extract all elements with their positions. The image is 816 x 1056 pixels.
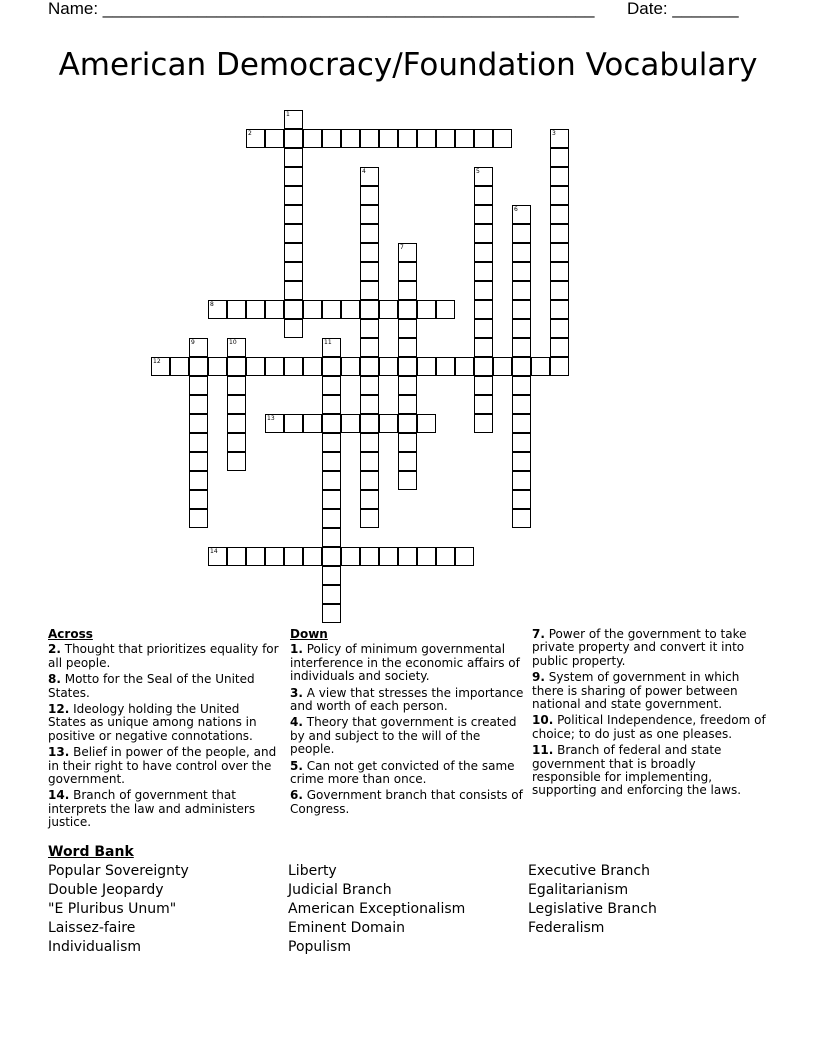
clue-item [532, 714, 766, 741]
crossword-cell[interactable] [512, 471, 531, 490]
word-bank-item: Populism [288, 939, 351, 955]
clue-item [290, 789, 524, 816]
crossword-cell[interactable] [322, 509, 341, 528]
crossword-cell[interactable] [398, 300, 417, 319]
crossword-cell[interactable] [284, 262, 303, 281]
clue-number: 1. [290, 642, 303, 657]
crossword-cell[interactable] [208, 357, 227, 376]
clue-text: Power of the government to take private property and convert it into public property. [532, 627, 747, 668]
crossword-cell[interactable] [493, 357, 512, 376]
word-bank-item: Legislative Branch [528, 901, 657, 917]
crossword-cell[interactable] [398, 547, 417, 566]
crossword-cell[interactable] [265, 414, 284, 433]
crossword-cell[interactable] [550, 338, 569, 357]
crossword-cell[interactable] [379, 300, 398, 319]
crossword-cell[interactable] [360, 319, 379, 338]
crossword-cell[interactable] [341, 300, 360, 319]
crossword-cell[interactable] [398, 281, 417, 300]
crossword-cell[interactable] [208, 300, 227, 319]
crossword-cell[interactable] [360, 452, 379, 471]
crossword-cell[interactable] [360, 262, 379, 281]
crossword-cell[interactable] [550, 205, 569, 224]
clue-text: System of government in which there is sharing of power between national and state government. [532, 670, 740, 712]
word-bank-item: Liberty [288, 863, 337, 879]
clue-text: Theory that government is created by and subject to the will of the people. [290, 715, 517, 757]
clue-number: 13. [48, 745, 70, 760]
crossword-cell[interactable] [550, 243, 569, 262]
crossword-cell[interactable] [550, 300, 569, 319]
crossword-cell[interactable] [360, 547, 379, 566]
crossword-cell[interactable] [474, 338, 493, 357]
crossword-cell[interactable] [512, 376, 531, 395]
crossword-cell[interactable] [398, 452, 417, 471]
crossword-cell[interactable] [398, 338, 417, 357]
page-title: American Democracy/Foundation Vocabulary [58, 47, 758, 83]
word-bank-column-3 [528, 862, 657, 938]
crossword-cell[interactable] [436, 300, 455, 319]
crossword-cell[interactable] [474, 357, 493, 376]
crossword-cell[interactable] [322, 357, 341, 376]
crossword-cell[interactable] [303, 547, 322, 566]
crossword-cell[interactable] [227, 547, 246, 566]
crossword-cell[interactable] [246, 300, 265, 319]
crossword-cell[interactable] [189, 338, 208, 357]
crossword-cell[interactable] [322, 338, 341, 357]
clue-number: 11. [532, 743, 554, 758]
crossword-cell[interactable] [550, 224, 569, 243]
clue-number-label: 9 [191, 339, 195, 346]
crossword-cell[interactable] [379, 414, 398, 433]
word-bank-item: "E Pluribus Unum" [48, 901, 177, 917]
crossword-cell[interactable] [208, 547, 227, 566]
crossword-cell[interactable] [189, 357, 208, 376]
clue-text: A view that stresses the importance and worth of each person. [290, 685, 524, 714]
word-bank-item: Popular Sovereignty [48, 863, 189, 879]
crossword-cell[interactable] [474, 224, 493, 243]
crossword-cell[interactable] [550, 167, 569, 186]
crossword-cell[interactable] [474, 281, 493, 300]
crossword-cell[interactable] [265, 547, 284, 566]
crossword-cell[interactable] [512, 319, 531, 338]
clue-number: 9. [532, 670, 545, 685]
crossword-cell[interactable] [284, 224, 303, 243]
crossword-cell[interactable] [322, 395, 341, 414]
crossword-cell[interactable] [246, 129, 265, 148]
crossword-cell[interactable] [284, 129, 303, 148]
word-bank-item: Judicial Branch [288, 882, 392, 898]
crossword-cell[interactable] [227, 300, 246, 319]
crossword-cell[interactable] [417, 300, 436, 319]
crossword-cell[interactable] [170, 357, 189, 376]
word-bank-item: Executive Branch [528, 863, 650, 879]
crossword-cell[interactable] [512, 205, 531, 224]
crossword-cell[interactable] [474, 205, 493, 224]
clue-item [532, 744, 766, 798]
crossword-cell[interactable] [360, 433, 379, 452]
crossword-cell[interactable] [322, 129, 341, 148]
crossword-cell[interactable] [341, 357, 360, 376]
crossword-cell[interactable] [322, 452, 341, 471]
word-bank-item: Egalitarianism [528, 882, 629, 898]
word-bank-item: American Exceptionalism [288, 901, 466, 917]
word-bank-item: Double Jeopardy [48, 882, 164, 898]
clue-text: Political Independence, freedom of choice; to do just as one pleases. [532, 713, 766, 741]
crossword-cell[interactable] [151, 357, 170, 376]
clue-item [532, 628, 766, 668]
crossword-cell[interactable] [550, 148, 569, 167]
crossword-cell[interactable] [436, 547, 455, 566]
word-bank-item: Laissez-faire [48, 920, 136, 936]
crossword-cell[interactable] [284, 319, 303, 338]
crossword-cell[interactable] [398, 376, 417, 395]
crossword-cell[interactable] [284, 186, 303, 205]
clue-text: Branch of federal and state government that is broadly responsible for implementing, supporting and enforcing the laws. [532, 743, 742, 798]
clue-item [290, 687, 524, 714]
crossword-cell[interactable] [474, 243, 493, 262]
crossword-cell[interactable] [512, 509, 531, 528]
clue-number-label: 7 [400, 244, 404, 251]
crossword-cell[interactable] [398, 262, 417, 281]
crossword-cell[interactable] [246, 547, 265, 566]
crossword-cell[interactable] [474, 395, 493, 414]
crossword-cell[interactable] [474, 129, 493, 148]
crossword-cell[interactable] [531, 357, 550, 376]
crossword-cell[interactable] [360, 186, 379, 205]
clue-item [48, 789, 280, 829]
crossword-cell[interactable] [379, 357, 398, 376]
crossword-cell[interactable] [284, 281, 303, 300]
clue-number-label: 8 [210, 301, 214, 308]
crossword-cell[interactable] [322, 433, 341, 452]
crossword-cell[interactable] [360, 167, 379, 186]
crossword-cell[interactable] [474, 186, 493, 205]
crossword-cell[interactable] [322, 585, 341, 604]
crossword-cell[interactable] [379, 547, 398, 566]
clue-item [48, 703, 280, 743]
crossword-cell[interactable] [189, 471, 208, 490]
crossword-cell[interactable] [284, 148, 303, 167]
crossword-cell[interactable] [265, 357, 284, 376]
clue-number-label: 4 [362, 168, 366, 175]
crossword-cell[interactable] [322, 376, 341, 395]
crossword-cell[interactable] [398, 395, 417, 414]
clue-number-label: 2 [248, 130, 252, 137]
crossword-cell[interactable] [379, 129, 398, 148]
word-bank-heading: Word Bank [48, 844, 134, 860]
crossword-cell[interactable] [398, 243, 417, 262]
crossword-cell[interactable] [284, 547, 303, 566]
crossword-cell[interactable] [303, 357, 322, 376]
crossword-cell[interactable] [455, 357, 474, 376]
clue-number-label: 10 [229, 339, 237, 346]
clue-number-label: 11 [324, 339, 332, 346]
crossword-cell[interactable] [303, 129, 322, 148]
crossword-cell[interactable] [265, 300, 284, 319]
crossword-cell[interactable] [474, 262, 493, 281]
clue-item [290, 716, 524, 756]
crossword-cell[interactable] [455, 129, 474, 148]
crossword-cell[interactable] [322, 490, 341, 509]
crossword-cell[interactable] [398, 471, 417, 490]
crossword-cell[interactable] [512, 262, 531, 281]
crossword-cell[interactable] [322, 547, 341, 566]
crossword-cell[interactable] [284, 110, 303, 129]
crossword-cell[interactable] [360, 205, 379, 224]
clue-number-label: 12 [153, 358, 161, 365]
clue-text: Belief in power of the people, and in their right to have control over the government. [48, 745, 277, 787]
crossword-cell[interactable] [189, 395, 208, 414]
clue-number-label: 13 [267, 415, 275, 422]
crossword-cell[interactable] [360, 281, 379, 300]
down-heading: Down [290, 627, 328, 641]
word-bank-item: Individualism [48, 939, 142, 955]
crossword-cell[interactable] [512, 452, 531, 471]
crossword-cell[interactable] [360, 395, 379, 414]
crossword-cell[interactable] [455, 547, 474, 566]
crossword-cell[interactable] [493, 129, 512, 148]
crossword-cell[interactable] [512, 395, 531, 414]
date-field-line[interactable]: Date: _______ [627, 0, 739, 18]
crossword-cell[interactable] [512, 338, 531, 357]
crossword-cell[interactable] [227, 452, 246, 471]
crossword-cell[interactable] [246, 357, 265, 376]
crossword-cell[interactable] [417, 414, 436, 433]
crossword-cell[interactable] [284, 243, 303, 262]
crossword-cell[interactable] [265, 129, 284, 148]
crossword-cell[interactable] [360, 509, 379, 528]
crossword-cell[interactable] [189, 452, 208, 471]
crossword-cell[interactable] [341, 547, 360, 566]
clue-item [532, 671, 766, 711]
clue-text: Branch of government that interprets the law and administers justice. [48, 788, 256, 830]
clue-number: 3. [290, 685, 303, 700]
crossword-cell[interactable] [284, 205, 303, 224]
crossword-cell[interactable] [512, 243, 531, 262]
crossword-cell[interactable] [227, 338, 246, 357]
clue-item [290, 643, 524, 683]
clue-number: 2. [48, 642, 61, 657]
crossword-cell[interactable] [322, 300, 341, 319]
crossword-cell[interactable] [474, 300, 493, 319]
crossword-cell[interactable] [303, 300, 322, 319]
clue-number: 4. [290, 715, 303, 730]
clue-item [48, 746, 280, 786]
crossword-cell[interactable] [227, 414, 246, 433]
crossword-cell[interactable] [360, 414, 379, 433]
crossword-cell[interactable] [512, 490, 531, 509]
down-clues-col2 [532, 628, 766, 801]
clue-number: 12. [48, 702, 70, 717]
crossword-cell[interactable] [512, 433, 531, 452]
crossword-cell[interactable] [550, 262, 569, 281]
crossword-cell[interactable] [322, 604, 341, 623]
crossword-cell[interactable] [512, 414, 531, 433]
crossword-cell[interactable] [512, 357, 531, 376]
word-bank-column-2 [288, 862, 465, 957]
crossword-cell[interactable] [284, 357, 303, 376]
crossword-cell[interactable] [322, 414, 341, 433]
word-bank-column-1 [48, 862, 189, 957]
clue-text: Thought that prioritizes equality for all people. [48, 642, 279, 670]
clue-item [48, 643, 280, 670]
crossword-cell[interactable] [189, 376, 208, 395]
crossword-cell[interactable] [227, 433, 246, 452]
clue-number-label: 3 [552, 130, 556, 137]
crossword-cell[interactable] [360, 224, 379, 243]
clue-number-label: 6 [514, 206, 518, 213]
clue-number: 7. [532, 627, 545, 641]
crossword-cell[interactable] [550, 281, 569, 300]
crossword-cell[interactable] [227, 376, 246, 395]
crossword-cell[interactable] [284, 300, 303, 319]
crossword-cell[interactable] [550, 357, 569, 376]
crossword-cell[interactable] [512, 300, 531, 319]
clue-item [290, 760, 524, 787]
crossword-cell[interactable] [341, 129, 360, 148]
name-field-line[interactable]: Name: ____________________________________________________ [48, 0, 595, 18]
crossword-cell[interactable] [474, 376, 493, 395]
crossword-cell[interactable] [398, 357, 417, 376]
crossword-cell[interactable] [417, 129, 436, 148]
across-clues [48, 628, 280, 833]
crossword-cell[interactable] [360, 129, 379, 148]
crossword-cell[interactable] [417, 547, 436, 566]
crossword-cell[interactable] [398, 433, 417, 452]
clue-text: Can not get convicted of the same crime more than once. [290, 758, 515, 787]
crossword-cell[interactable] [550, 186, 569, 205]
down-clues-col1 [290, 628, 524, 819]
crossword-cell[interactable] [512, 224, 531, 243]
clue-text: Motto for the Seal of the United States. [48, 672, 255, 700]
crossword-cell[interactable] [189, 433, 208, 452]
crossword-cell[interactable] [417, 357, 436, 376]
crossword-cell[interactable] [341, 414, 360, 433]
crossword-cell[interactable] [189, 490, 208, 509]
crossword-cell[interactable] [360, 490, 379, 509]
clue-text: Ideology holding the United States as unique among nations in positive or negative connotations. [48, 702, 257, 743]
crossword-cell[interactable] [550, 319, 569, 338]
crossword-cell[interactable] [360, 243, 379, 262]
crossword-cell[interactable] [474, 319, 493, 338]
crossword-cell[interactable] [360, 357, 379, 376]
crossword-cell[interactable] [284, 414, 303, 433]
crossword-cell[interactable] [436, 129, 455, 148]
crossword-cell[interactable] [398, 129, 417, 148]
crossword-cell[interactable] [512, 281, 531, 300]
crossword-cell[interactable] [360, 300, 379, 319]
clue-number-label: 14 [210, 548, 218, 555]
clue-number: 10. [532, 713, 554, 728]
word-bank-item: Eminent Domain [288, 920, 405, 936]
crossword-cell[interactable] [360, 471, 379, 490]
clue-text: Policy of minimum governmental interference in the economic affairs of individuals and society. [290, 642, 520, 684]
clue-item [48, 673, 280, 700]
crossword-cell[interactable] [550, 129, 569, 148]
crossword-cell[interactable] [322, 566, 341, 585]
crossword-cell[interactable] [474, 414, 493, 433]
clue-number: 14. [48, 788, 70, 803]
crossword-cell[interactable] [398, 414, 417, 433]
across-heading: Across [48, 627, 93, 641]
clue-number-label: 5 [476, 168, 480, 175]
crossword-cell[interactable] [360, 338, 379, 357]
clue-number: 5. [290, 758, 303, 773]
crossword-cell[interactable] [303, 414, 322, 433]
crossword-cell[interactable] [398, 319, 417, 338]
crossword-cell[interactable] [436, 357, 455, 376]
clue-text: Government branch that consists of Congress. [290, 788, 523, 816]
crossword-cell[interactable] [360, 376, 379, 395]
crossword-cell[interactable] [322, 528, 341, 547]
crossword-cell[interactable] [284, 167, 303, 186]
clue-number: 6. [290, 788, 303, 803]
crossword-cell[interactable] [474, 167, 493, 186]
crossword-cell[interactable] [322, 471, 341, 490]
crossword-cell[interactable] [189, 414, 208, 433]
word-bank-item: Federalism [528, 920, 605, 936]
crossword-cell[interactable] [227, 395, 246, 414]
crossword-cell[interactable] [227, 357, 246, 376]
crossword-cell[interactable] [189, 509, 208, 528]
clue-number-label: 1 [286, 111, 290, 118]
clue-number: 8. [48, 672, 61, 687]
